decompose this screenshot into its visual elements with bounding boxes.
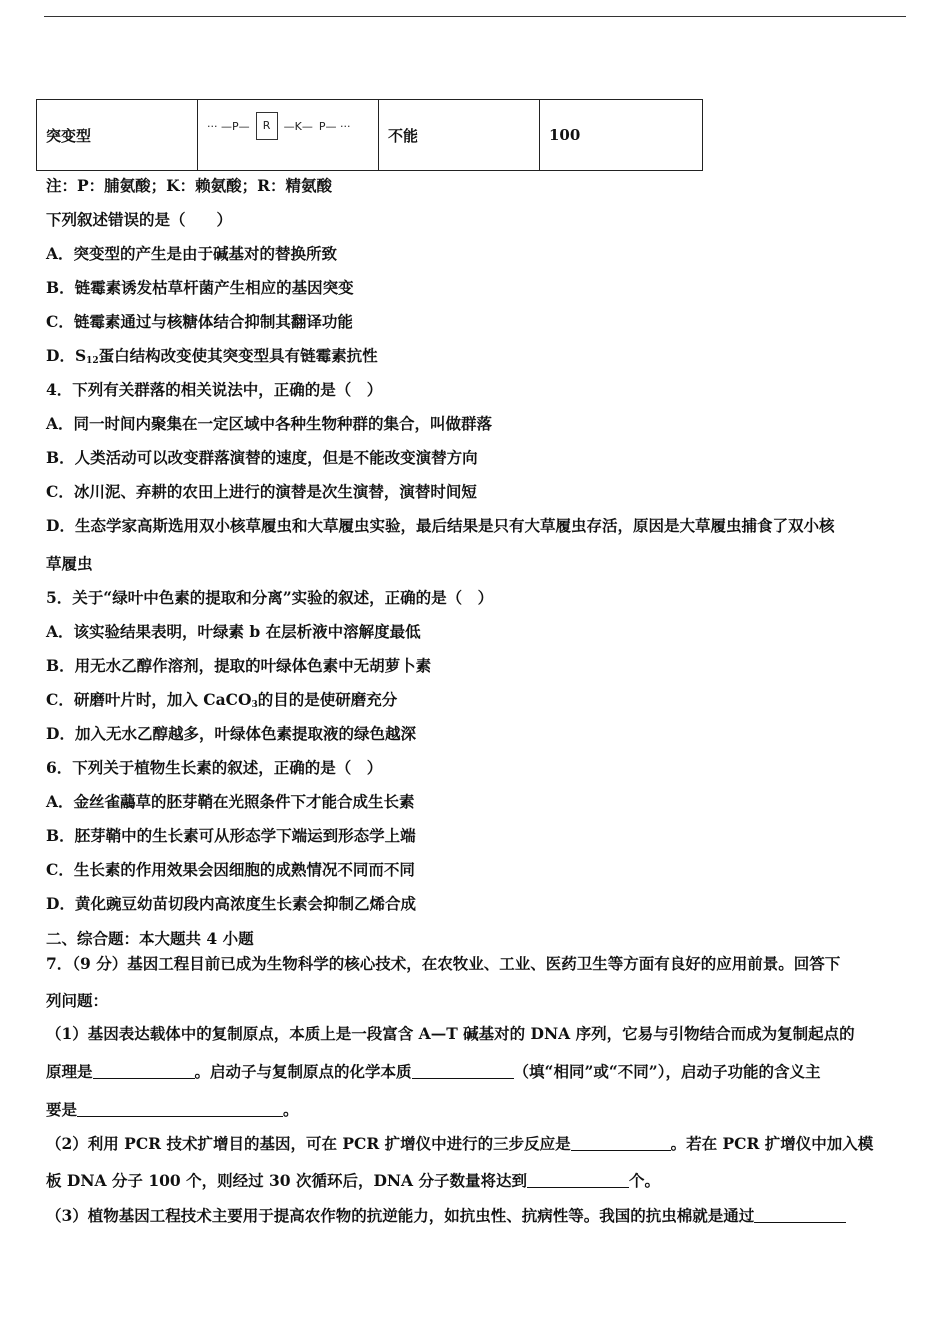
q4-option-a: A．同一时间内聚集在一定区域中各种生物种群的集合，叫做群落 [46, 414, 493, 433]
q5-option-c: C．研磨叶片时，加入 CaCO$_3$的目的是使研磨充分 [46, 690, 398, 710]
protein-sequence [207, 112, 369, 140]
answer-blank[interactable] [527, 1173, 629, 1188]
q4-option-c: C．冰川泥、弃耕的农田上进行的演替是次生演替，演替时间短 [46, 482, 477, 501]
q7-stem-line2: 列问题： [46, 991, 109, 1010]
q5-stem: 5．关于“绿叶中色素的提取和分离”实验的叙述，正确的是（ ） [46, 588, 494, 607]
q3-option-b: B．链霉素诱发枯草杆菌产生相应的基因突变 [46, 278, 354, 297]
q6-stem: 6．下列关于植物生长素的叙述，正确的是（ ） [46, 758, 383, 777]
q7-stem-line1: 7．（9 分）基因工程目前已成为生物科学的核心技术，在农牧业、工业、医药卫生等方面有良好的应用前景。回答下 [46, 954, 841, 973]
q7-part2-line2: 板 DNA 分子 100 个，则经过 30 次循环后，DNA 分子数量将达到 个。 [46, 1171, 660, 1190]
table-row [37, 100, 703, 171]
q6-option-a: A．金丝雀虉草的胚芽鞘在光照条件下才能合成生长素 [46, 792, 415, 811]
q5-option-d: D．加入无水乙醇越多，叶绿体色素提取液的绿色越深 [46, 724, 416, 743]
cell-sequence [198, 100, 379, 171]
answer-blank[interactable] [77, 1102, 283, 1117]
q5-option-a: A．该实验结果表明，叶绿素 b 在层析液中溶解度最低 [46, 622, 421, 641]
q3-option-c: C．链霉素通过与核糖体结合抑制其翻译功能 [46, 312, 353, 331]
q3-option-a: A．突变型的产生是由于碱基对的替换所致 [46, 244, 338, 263]
seq-left: ··· —P— [207, 119, 250, 133]
q6-option-b: B．胚芽鞘中的生长素可从形态学下端运到形态学上端 [46, 826, 416, 845]
q7-part3-line1: （3）植物基因工程技术主要用于提高农作物的抗逆能力，如抗虫性、抗病性等。我国的抗虫棉就是通过 [46, 1206, 846, 1226]
q4-stem: 4．下列有关群落的相关说法中，正确的是（ ） [46, 380, 383, 399]
cell-binding: 不能 [379, 100, 540, 171]
q3-stem: 下列叙述错误的是（ ） [46, 210, 233, 229]
answer-blank[interactable] [571, 1136, 671, 1151]
section-heading: 二、综合题：本大题共 4 小题 [46, 929, 254, 948]
seq-mid: —K— [283, 119, 313, 133]
answer-blank[interactable] [93, 1064, 195, 1079]
cell-type: 突变型 [37, 100, 198, 171]
seq-box-residue: R [256, 112, 278, 140]
q7-part1-line1: （1）基因表达载体中的复制原点，本质上是一段富含 A—T 碱基对的 DNA 序列，它易与引物结合而成为复制起点的 [46, 1024, 855, 1043]
q7-part1-line3: 要是 。 [46, 1100, 299, 1119]
answer-blank[interactable] [412, 1064, 514, 1079]
table-note: 注：P：脯氨酸；K：赖氨酸；R：精氨酸 [46, 176, 333, 195]
q4-option-d-cont: 草履虫 [46, 554, 93, 573]
q6-option-d: D．黄化豌豆幼苗切段内高浓度生长素会抑制乙烯合成 [46, 894, 416, 913]
q4-option-d: D．生态学家高斯选用双小核草履虫和大草履虫实验，最后结果是只有大草履虫存活，原因是大草履虫捕食了双小核 [46, 516, 835, 535]
header-rule [44, 16, 906, 17]
cell-survival: 100 [540, 100, 703, 171]
q3-option-d: D．$S_{12}$蛋白结构改变使其突变型具有链霉素抗性 [46, 346, 378, 366]
q7-part1-line2: 原理是 。启动子与复制原点的化学本质 （填“相同”或“不同”），启动子功能的含义主 [46, 1062, 821, 1081]
q5-option-b: B．用无水乙醇作溶剂，提取的叶绿体色素中无胡萝卜素 [46, 656, 432, 675]
answer-blank[interactable] [754, 1208, 846, 1223]
q7-part2-line1: （2）利用 PCR 技术扩增目的基因，可在 PCR 扩增仪中进行的三步反应是 。若在 PCR 扩增仪中加入模 [46, 1134, 874, 1153]
seq-right: P— ··· [318, 119, 351, 133]
mutant-table [36, 99, 703, 171]
q6-option-c: C．生长素的作用效果会因细胞的成熟情况不同而不同 [46, 860, 415, 879]
q4-option-b: B．人类活动可以改变群落演替的速度，但是不能改变演替方向 [46, 448, 478, 467]
